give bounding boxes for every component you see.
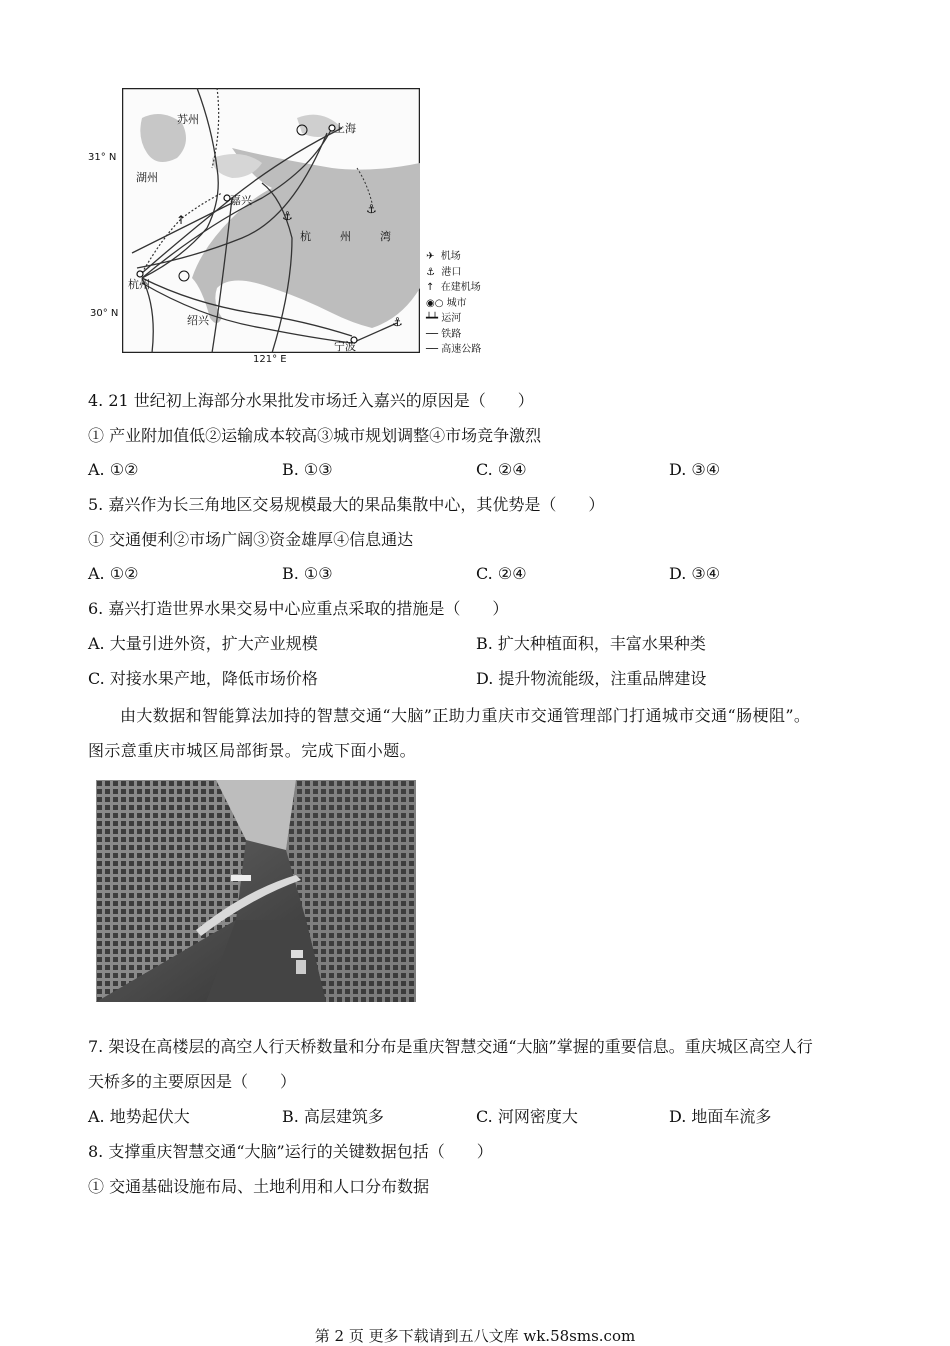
highway-icon: ── — [426, 344, 439, 355]
q4-stem: 4. 21 世纪初上海部分水果批发市场迁入嘉兴的原因是（ ） — [88, 391, 534, 410]
label-bay-2: 州 — [340, 230, 351, 243]
intro-line-2: 图示意重庆市城区局部街景。完成下面小题。 — [88, 741, 417, 760]
q4-items: ① 产业附加值低②运输成本较高③城市规划调整④市场竞争激烈 — [88, 426, 542, 445]
q8-stem: 8. 支撑重庆智慧交通“大脑”运行的关键数据包括（ ） — [88, 1142, 493, 1161]
q5-items: ① 交通便利②市场广阔③资金雄厚④信息通达 — [88, 530, 414, 549]
q5-option-c[interactable]: C. ②④ — [476, 564, 527, 583]
q6-option-c[interactable]: C. 对接水果产地，降低市场价格 — [88, 669, 318, 688]
yangtze-delta-map — [122, 88, 420, 353]
svg-text:⚓: ⚓ — [366, 202, 377, 216]
label-bay-3: 湾 — [380, 230, 391, 243]
airport-icon: ✈ — [426, 251, 435, 262]
q7-stem-line-1: 7. 架设在高楼层的高空人行天桥数量和分布是重庆智慧交通“大脑”掌握的重要信息。重庆城区高空人行 — [88, 1037, 813, 1056]
legend-highway: ── 高速公路 — [426, 344, 482, 355]
q7-option-b[interactable]: B. 高层建筑多 — [282, 1107, 384, 1126]
q4-option-d[interactable]: D. ③④ — [669, 460, 721, 479]
q4-option-b[interactable]: B. ①③ — [282, 460, 333, 479]
q5-stem: 5. 嘉兴作为长三角地区交易规模最大的果品集散中心，其优势是（ ） — [88, 495, 605, 514]
q7-option-d[interactable]: D. 地面车流多 — [669, 1107, 772, 1126]
label-shanghai: 上海 — [334, 122, 356, 135]
label-shaoxing: 绍兴 — [187, 314, 209, 327]
q5-option-b[interactable]: B. ①③ — [282, 564, 333, 583]
label-jiaxing: 嘉兴 — [230, 194, 252, 207]
legend-airport: ✈ 机场 — [426, 251, 461, 262]
legend-city: ◉○ 城市 — [426, 297, 467, 309]
chongqing-street-photo — [96, 780, 416, 1002]
q5-option-d[interactable]: D. ③④ — [669, 564, 721, 583]
canal-icon: ┷┷ — [426, 313, 439, 324]
legend-port: ⚓ 港口 — [426, 266, 462, 278]
legend-airport-under-construction: ↑ 在建机场 — [426, 282, 481, 293]
label-ningbo: 宁波 — [334, 340, 356, 353]
airport-under-construction-icon: ↑ — [426, 282, 435, 293]
lat-31-label: 31° N — [88, 152, 117, 163]
q7-option-a[interactable]: A. 地势起伏大 — [88, 1107, 190, 1126]
city-icon: ◉○ — [426, 297, 444, 309]
legend-railway: ── 铁路 — [426, 328, 462, 340]
lon-121-label: 121° E — [253, 354, 287, 365]
label-suzhou: 苏州 — [177, 113, 199, 126]
svg-text:⚓: ⚓ — [392, 315, 403, 329]
svg-text:⚓: ⚓ — [282, 209, 293, 223]
label-hangzhou: 杭州 — [128, 278, 150, 291]
label-bay-1: 杭 — [300, 230, 311, 243]
q6-option-b[interactable]: B. 扩大种植面积，丰富水果种类 — [476, 634, 706, 653]
q6-option-a[interactable]: A. 大量引进外资，扩大产业规模 — [88, 634, 318, 653]
label-huzhou: 湖州 — [136, 171, 158, 184]
map-legend — [426, 249, 481, 358]
q7-stem-line-2: 天桥多的主要原因是（ ） — [88, 1072, 297, 1091]
legend-canal: ┷┷ 运河 — [426, 313, 462, 324]
intro-line-1: 由大数据和智能算法加持的智慧交通“大脑”正助力重庆市交通管理部门打通城市交通“肠梗阻”。 — [120, 706, 811, 725]
q4-option-c[interactable]: C. ②④ — [476, 460, 527, 479]
lat-30-label: 30° N — [90, 308, 119, 319]
q8-item-1: ① 交通基础设施布局、土地利用和人口分布数据 — [88, 1177, 430, 1196]
svg-text:↑: ↑ — [176, 213, 187, 227]
q4-option-a[interactable]: A. ①② — [88, 460, 139, 479]
port-icon: ⚓ — [426, 266, 435, 278]
page-footer: 第 2 页 更多下载请到五八文库 wk.58sms.com — [314, 1327, 636, 1345]
q6-stem: 6. 嘉兴打造世界水果交易中心应重点采取的措施是（ ） — [88, 599, 509, 618]
q5-option-a[interactable]: A. ①② — [88, 564, 139, 583]
railway-icon: ── — [426, 328, 439, 340]
q7-option-c[interactable]: C. 河网密度大 — [476, 1107, 578, 1126]
q6-option-d[interactable]: D. 提升物流能级，注重品牌建设 — [476, 669, 707, 688]
